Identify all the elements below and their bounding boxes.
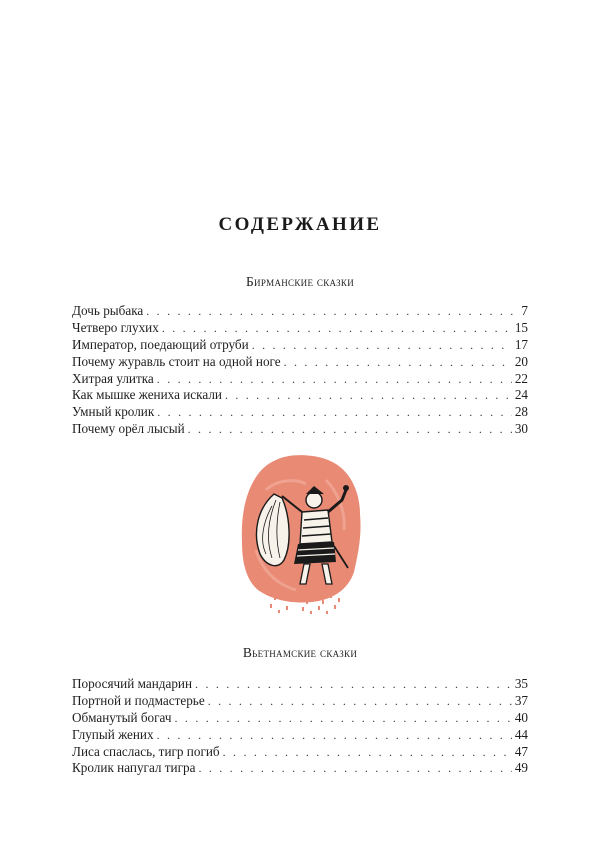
- toc-entry[interactable]: [72, 710, 528, 727]
- toc-entry-page: 28: [514, 404, 528, 420]
- dot-leader: [157, 404, 512, 421]
- toc-entry-page: 44: [514, 726, 528, 742]
- toc-entry[interactable]: [72, 387, 528, 404]
- toc-entry-title: Умный кролик: [72, 404, 155, 420]
- toc-entry-title: Глупый жених: [72, 726, 154, 742]
- toc-entry[interactable]: [72, 404, 528, 421]
- toc-entry[interactable]: [72, 727, 528, 744]
- dot-leader: [162, 320, 512, 337]
- dot-leader: [284, 354, 512, 371]
- dot-leader: [195, 676, 512, 693]
- toc-entry-page: 47: [514, 743, 528, 759]
- toc-entry[interactable]: [72, 337, 528, 354]
- section-title-burmese: Бирманские сказки: [245, 274, 355, 289]
- warrior-with-feather-fan-illustration: [236, 450, 366, 615]
- toc-entry-page: 30: [514, 421, 528, 437]
- dot-leader: [198, 760, 511, 777]
- toc-entry-page: 40: [514, 709, 528, 725]
- page-title: СОДЕРЖАНИЕ: [218, 214, 382, 235]
- toc-entry-page: 37: [514, 692, 528, 708]
- dot-leader: [223, 744, 512, 761]
- toc-entry[interactable]: [72, 303, 528, 320]
- toc-entry[interactable]: [72, 371, 528, 388]
- toc-entry[interactable]: [72, 676, 528, 693]
- warrior-head: [306, 492, 322, 508]
- dot-leader: [225, 387, 512, 404]
- toc-entry[interactable]: [72, 744, 528, 761]
- toc-entry-title: Кролик напугал тигра: [72, 760, 196, 776]
- dot-leader: [146, 303, 518, 320]
- dot-leader: [175, 710, 512, 727]
- toc-entry-title: Почему орёл лысый: [72, 421, 185, 437]
- dot-leader: [188, 421, 512, 438]
- toc-entry-title: Четверо глухих: [72, 319, 159, 335]
- toc-entry-title: Почему журавль стоит на одной ноге: [72, 353, 281, 369]
- toc-entry[interactable]: [72, 421, 528, 438]
- toc-entry-page: 20: [514, 353, 528, 369]
- toc-entry-title: Как мышке жениха искали: [72, 387, 222, 403]
- toc-entry[interactable]: [72, 760, 528, 777]
- dot-leader: [252, 337, 512, 354]
- toc-entry-title: Хитрая улитка: [72, 370, 154, 386]
- toc-entry-page: 35: [514, 676, 528, 691]
- dot-leader: [157, 727, 512, 744]
- toc-entry-page: 22: [514, 370, 528, 386]
- dot-leader: [208, 693, 512, 710]
- section-title-vietnamese: Вьетнамские сказки: [242, 645, 358, 660]
- toc-entry-page: 7: [521, 303, 528, 318]
- toc-entry-title: Дочь рыбака: [72, 303, 144, 318]
- dot-leader: [157, 371, 512, 388]
- toc-entry[interactable]: [72, 354, 528, 371]
- toc-list-vietnamese: [72, 676, 528, 777]
- toc-entry-page: 15: [514, 319, 528, 335]
- toc-entry-page: 17: [514, 336, 528, 352]
- toc-entry-title: Лиса спаслась, тигр погиб: [72, 743, 220, 759]
- toc-entry-title: Поросячий мандарин: [72, 676, 193, 691]
- toc-entry-title: Портной и подмастерье: [72, 692, 205, 708]
- warrior-skirt: [294, 542, 336, 564]
- toc-entry[interactable]: [72, 320, 528, 337]
- toc-list-burmese: [72, 303, 528, 438]
- toc-entry[interactable]: [72, 693, 528, 710]
- toc-entry-page: 49: [514, 760, 528, 776]
- toc-entry-title: Обманутый богач: [72, 709, 172, 725]
- toc-entry-title: Император, поедающий отруби: [72, 336, 249, 352]
- toc-entry-page: 24: [514, 387, 528, 403]
